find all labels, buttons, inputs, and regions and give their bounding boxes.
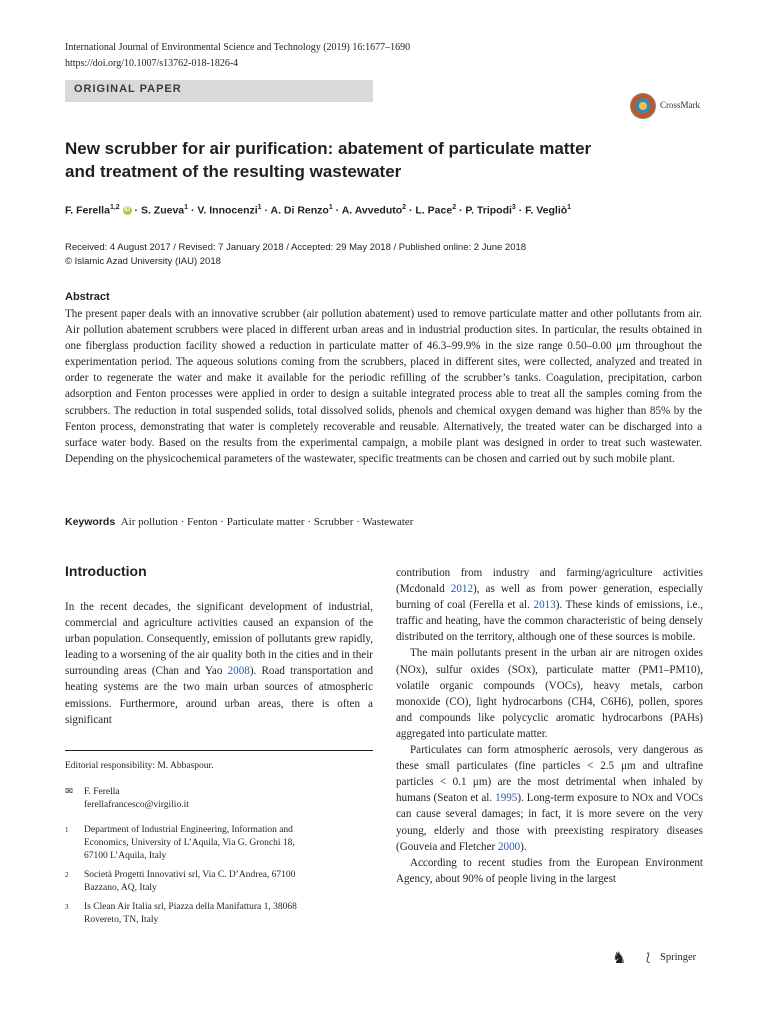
intro-paragraph: Particulates can form atmospheric aerosols, very dangerous as these small particulates (fine particles < 2.5 μm and ultrafine particles < 0.1 μm) are the most detrimental when inhaled by humans (Seaton et al. 1995). Long-term exposure to NOx and VOCs can cause several damages; in fact, it is more severe on the very young, elderly and those with preexisting respiratory diseases (Gouveia and Fletcher 2000). — [396, 744, 703, 853]
crossmark-badge[interactable] — [630, 93, 738, 121]
affiliation-3: Is Clean Air Italia srl, Piazza della Manifattura 1, 38068 Rovereto, TN, Italy — [84, 902, 297, 925]
corresponding-name: F. Ferella — [84, 787, 120, 797]
corresponding-author — [84, 786, 189, 812]
citation-link[interactable]: 2008 — [227, 665, 250, 678]
footnote-divider — [65, 750, 373, 751]
affiliation-number: 3 — [65, 903, 69, 911]
publication-dates — [65, 241, 526, 269]
journal-header — [65, 40, 410, 72]
citation-link[interactable]: 2012 — [450, 583, 473, 596]
intro-column-1 — [65, 599, 373, 728]
title-line-1: New scrubber for air purification: abatement of particulate matter — [65, 139, 592, 158]
keywords-text: Air pollution · Fenton · Particulate matter · Scrubber · Wastewater — [120, 516, 414, 528]
publisher-name: Springer — [660, 952, 697, 963]
editorial-note: Editorial responsibility: M. Abbaspour. — [65, 761, 214, 771]
section-banner — [65, 80, 373, 102]
doi-link[interactable]: https://doi.org/10.1007/s13762-018-1826-4 — [65, 58, 239, 69]
paper-title — [65, 137, 625, 183]
intro-column-2 — [396, 565, 703, 887]
section-label: ORIGINAL PAPER — [74, 83, 182, 95]
crossmark-icon — [630, 93, 656, 119]
dates-line: Received: 4 August 2017 / Revised: 7 January 2018 / Accepted: 29 May 2018 / Published online: 2 June 2018 — [65, 242, 527, 253]
journal-citation: International Journal of Environmental Science and Technology (2019) 16:1677–1690 — [65, 42, 411, 53]
copyright-line: © Islamic Azad University (IAU) 2018 — [65, 256, 221, 267]
publisher-logo — [612, 948, 712, 970]
abstract-text: The present paper deals with an innovative scrubber (air pollution abatement) used to remove particulate matter and other pollutants from air. Air pollution abatement scrubbers were placed in different urban areas and in industrial production sites. In particular, the results obtained in one fiberglass production facility showed a reduction in particulate matter of 46.3–99.9% in the size range 0.50–0.00 μm throughout the experimentation period. The aqueous solutions coming from the scrubbers, placed in different sites, were collected, analyzed and treated in order to regenerate the water and make it available for the periodic refilling of the scrubber’s tanks. Coagulation, precipitation, carbon adsorption and Fenton processes were applied in order to design a suitable integrated process able to treat all the samples coming from the scrubbers. The reduction in total suspended solids, total dissolved solids, phenols and chemical oxygen demand was higher than 85% by the Fenton process, demonstrating that water is completely recoverable and reusable. Alternatively, the treated water can be discharged into a surface water body. Based on the results from the experimental campaign, a mobile plant was designed in order to treat such wastewater. Depending on the physicochemical parameters of the wastewater, specific treatments can be chosen and carried out by such mobile plant. — [65, 308, 702, 465]
orcid-icon[interactable]: iD — [124, 207, 131, 214]
mail-icon: ✉ — [65, 787, 73, 797]
keywords — [65, 516, 413, 528]
intro-paragraph: contribution from industry and farming/agriculture activities (Mcdonald 2012), as well as from power generation, especially burning of coal (Ferella et al. 2013). These kinds of emissions, i.e., traffic and heating, have the common characteristic of being densely distributed on the territory, although one of these sources is mobile. — [396, 567, 704, 644]
author-list: F. Ferella$^{1,2}$ iD · S. Zueva$^1$ · V. Innocenzi$^1$ · A. Di Renzo$^1$ · A. Avveduto$^2$ · L. Pace$^2$ · P. Tripodi$^3$ · F. Vegliò$^1$ — [65, 204, 572, 217]
affiliation-2: Società Progetti Innovativi srl, Via C. D’Andrea, 67100 Bazzano, AQ, Italy — [84, 870, 296, 893]
intro-paragraph: According to recent studies from the European Environment Agency, about 90% of people living in the largest — [396, 856, 703, 885]
affiliation-number: 2 — [65, 871, 69, 879]
citation-link[interactable]: 2013 — [533, 599, 556, 612]
citation-link[interactable]: 2000 — [497, 840, 521, 853]
abstract-heading: Abstract — [65, 291, 110, 303]
introduction-heading: Introduction — [65, 563, 147, 579]
title-line-2: and treatment of the resulting wastewater — [65, 162, 402, 181]
crossmark-label: CrossMark — [660, 100, 700, 110]
springer-s-icon: ⟅ — [646, 952, 651, 964]
springer-horse-icon: ♞ — [612, 950, 627, 967]
intro-paragraph: In the recent decades, the significant development of industrial, commercial and agriculture activities caused an expansion of the urban population. Consequently, emission of pollutants grew rapidly, leading to a worsening of the air quality both in the cities and in their surrounding areas (Chan and Yao 2008). Road transportation and heating systems are the two main urban sources of atmospheric emissions. Furthermore, around urban areas, there is often a significant — [65, 601, 374, 726]
intro-paragraph: The main pollutants present in the urban air are nitrogen oxides (NOx), sulfur oxides (SOx), particulate matter (PM1–PM10), volatile organic compounds (VOCs), heavy metals, carbon monoxide (CO), light hydrocarbons (CH4, C6H6), pollen, spores and compounds like polycyclic aromatic hydrocarbons (PAHs) aggregated into particulate matter. — [396, 647, 703, 740]
keywords-label: Keywords — [65, 516, 116, 528]
corresponding-email[interactable]: ferellafrancesco@virgilio.it — [84, 800, 189, 810]
citation-link[interactable]: 1995 — [495, 792, 518, 805]
affiliation-number: 1 — [65, 826, 69, 834]
affiliation-1: Department of Industrial Engineering, Information and Economics, University of L’Aquila, Via G. Gronchi 18, 67100 L’Aquila, Italy — [84, 825, 295, 861]
